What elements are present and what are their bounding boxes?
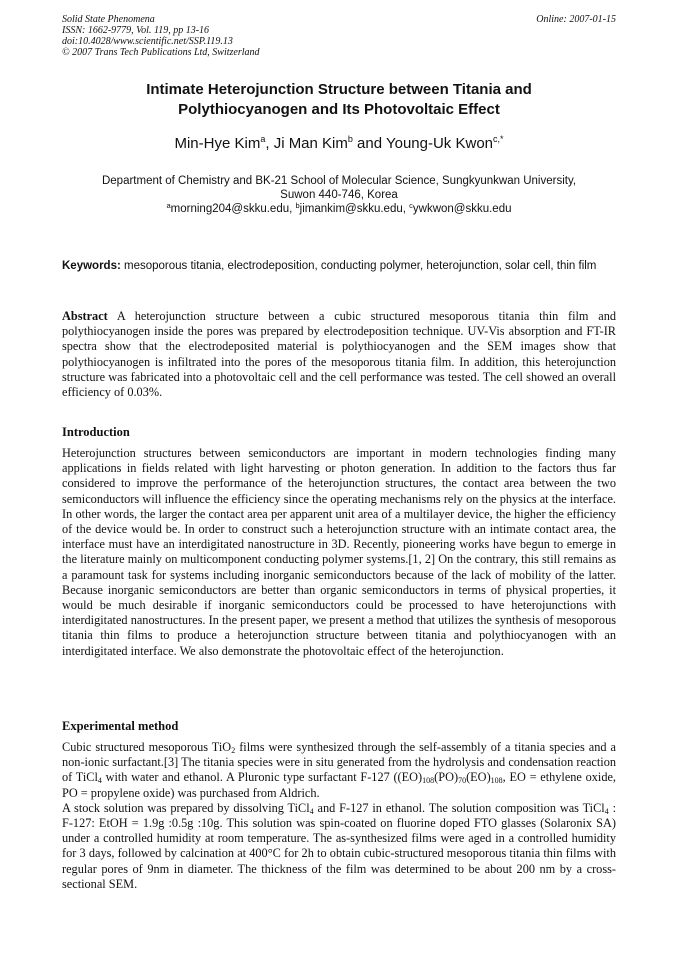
experimental-heading: Experimental method [62, 719, 179, 733]
text-run: Cubic structured mesoporous TiO [62, 740, 232, 754]
text-run: and F-127 in ethanol. The solution composition was TiCl [313, 800, 605, 815]
abstract-label: Abstract [62, 309, 108, 323]
experimental-body [62, 740, 616, 892]
text-run: with water and ethanol. A Pluronic type surfactant F-127 ((EO) [101, 770, 423, 785]
text-run: : F-127: EtOH = 1.9g :0.5g :10g. This solution was spin-coated on fluorine doped FTO glasses (Solaronix SA) under a controlled humidity at room temperature. The as-synthesized films were aged in a controlled humidity for 3 days, followed by calcination at 400°C for 2h to obtain cubic-structured mesoporous titania thin films with regular pores of 9nm in diameter. The thickness of the film was determined to be about 200 nm by a cross-sectional SEM. [62, 800, 616, 891]
journal-name: Solid State Phenomena [62, 14, 155, 25]
journal-copyright: © 2007 Trans Tech Publications Ltd, Switzerland [62, 47, 260, 58]
text-run: A stock solution was prepared by dissolving TiCl [62, 800, 310, 815]
subscript: 2 [231, 746, 236, 755]
email-mark: a [166, 201, 171, 210]
paper-title [62, 80, 616, 120]
author-email: ywkwon@skku.edu [412, 203, 512, 215]
journal-doi: doi:10.4028/www.scientific.net/SSP.119.13 [62, 36, 233, 47]
author-name: Young-Uk Kwon [385, 135, 493, 152]
title-line-1: Intimate Heterojunction Structure between Titania and [146, 81, 532, 98]
author-affil-mark: b [347, 134, 353, 144]
author-list [62, 134, 616, 154]
title-line-2: Polythiocyanogen and Its Photovoltaic Effect [178, 101, 500, 118]
keywords [62, 259, 616, 273]
experimental-paragraph-1 [62, 740, 616, 801]
journal-issn: ISSN: 1662-9779, Vol. 119, pp 13-16 [62, 25, 210, 36]
email-mark: b [295, 201, 300, 210]
abstract [62, 309, 616, 400]
author-name: Ji Man Kim [273, 135, 348, 152]
subscript: 4 [97, 776, 102, 786]
author-name: Min-Hye Kim [174, 135, 261, 152]
author-affil-mark: c,* [493, 134, 504, 144]
author-affil-mark: a [260, 134, 266, 144]
author-separator: and [352, 135, 386, 152]
email-line [62, 202, 616, 216]
subscript: 70 [458, 776, 467, 786]
text-run: (EO) [466, 770, 491, 785]
introduction-text: Heterojunction structures between semiconductors are important in modern technologies finding many applications in fields related with light harvesting or photon generation. In addition to the factors thus far considered to improve the performance of the heterojunction structures, the contact area between the two semiconductors will influence the efficiency since the operating mechanisms rely on the physics at the interface. In other words, the larger the contact area per apparent unit area of a multilayer device, the higher the efficiency of the device would be. In order to construct such a heterojunction structure with an intimate contact area, the interface must have an interdigitated nanostructure in 3D. Recently, pioneering works have begun to emerge in the literature mainly on multicomponent conducting polymer systems.[1, 2] On the contrary, this still remains as a paramount task for systems including inorganic semiconductors because of the lack of mobility of the latter. Because inorganic semiconductors are better than organic semiconductors in terms of physical properties, it would be much desirable if inorganic semiconductors could be processed to have heterojunctions with interdigitated nanostructures. In the present paper, we present a method that utilizes the synthesis of mesoporous titania thin films to produce a heterojunction structure between titania and polythiocyanogen with an interdigitated interface. We also demonstrate the photovoltaic effect of the heterojunction. [62, 446, 616, 658]
keywords-label: Keywords: [62, 260, 121, 272]
subscript: 108 [422, 776, 435, 786]
email-mark: c [409, 201, 413, 210]
text-run: films were synthesized through the self-assembly of a titania species and a non-ionic surfactant.[3] The titania species were in situ generated from the hydrolysis and condensation reaction of TiCl [62, 740, 616, 785]
subscript: 108 [490, 776, 503, 786]
text-run: (PO) [434, 770, 459, 785]
subscript: 4 [309, 806, 314, 816]
text-run: , EO = ethylene oxide, PO = propylene oxide) was purchased from Aldrich. [62, 770, 616, 800]
online-date: Online: 2007-01-15 [536, 14, 616, 25]
affiliation-block [62, 174, 616, 216]
affiliation-line-2: Suwon 440-746, Korea [280, 189, 398, 201]
author-separator: , [265, 135, 274, 152]
author-email: jimankim@skku.edu, [299, 203, 410, 215]
keywords-text: mesoporous titania, electrodeposition, conducting polymer, heterojunction, solar cell, thin film [120, 260, 597, 272]
affiliation-line-1: Department of Chemistry and BK-21 School of Molecular Science, Sungkyunkwan University, [101, 175, 577, 187]
abstract-text: A heterojunction structure between a cubic structured mesoporous titania thin film and polythiocyanogen inside the pores was prepared by electrodeposition technique. UV-Vis absorption and FT-IR spectra show that the electrodeposited material is polythiocyanogen and the SEM images show that polythiocyanogen is infiltrated into the pores of the mesoporous titania film. In addition, this heterojunction structure was fabricated into a photovoltaic cell and the cell performance was tested. The cell showed an overall efficiency of 0.03%. [62, 309, 616, 400]
author-email: morning204@skku.edu, [170, 203, 296, 215]
experimental-paragraph-2 [62, 801, 616, 892]
subscript: 4 [604, 806, 609, 816]
journal-header [62, 14, 616, 58]
introduction-body [62, 446, 616, 659]
introduction-heading: Introduction [62, 425, 130, 439]
